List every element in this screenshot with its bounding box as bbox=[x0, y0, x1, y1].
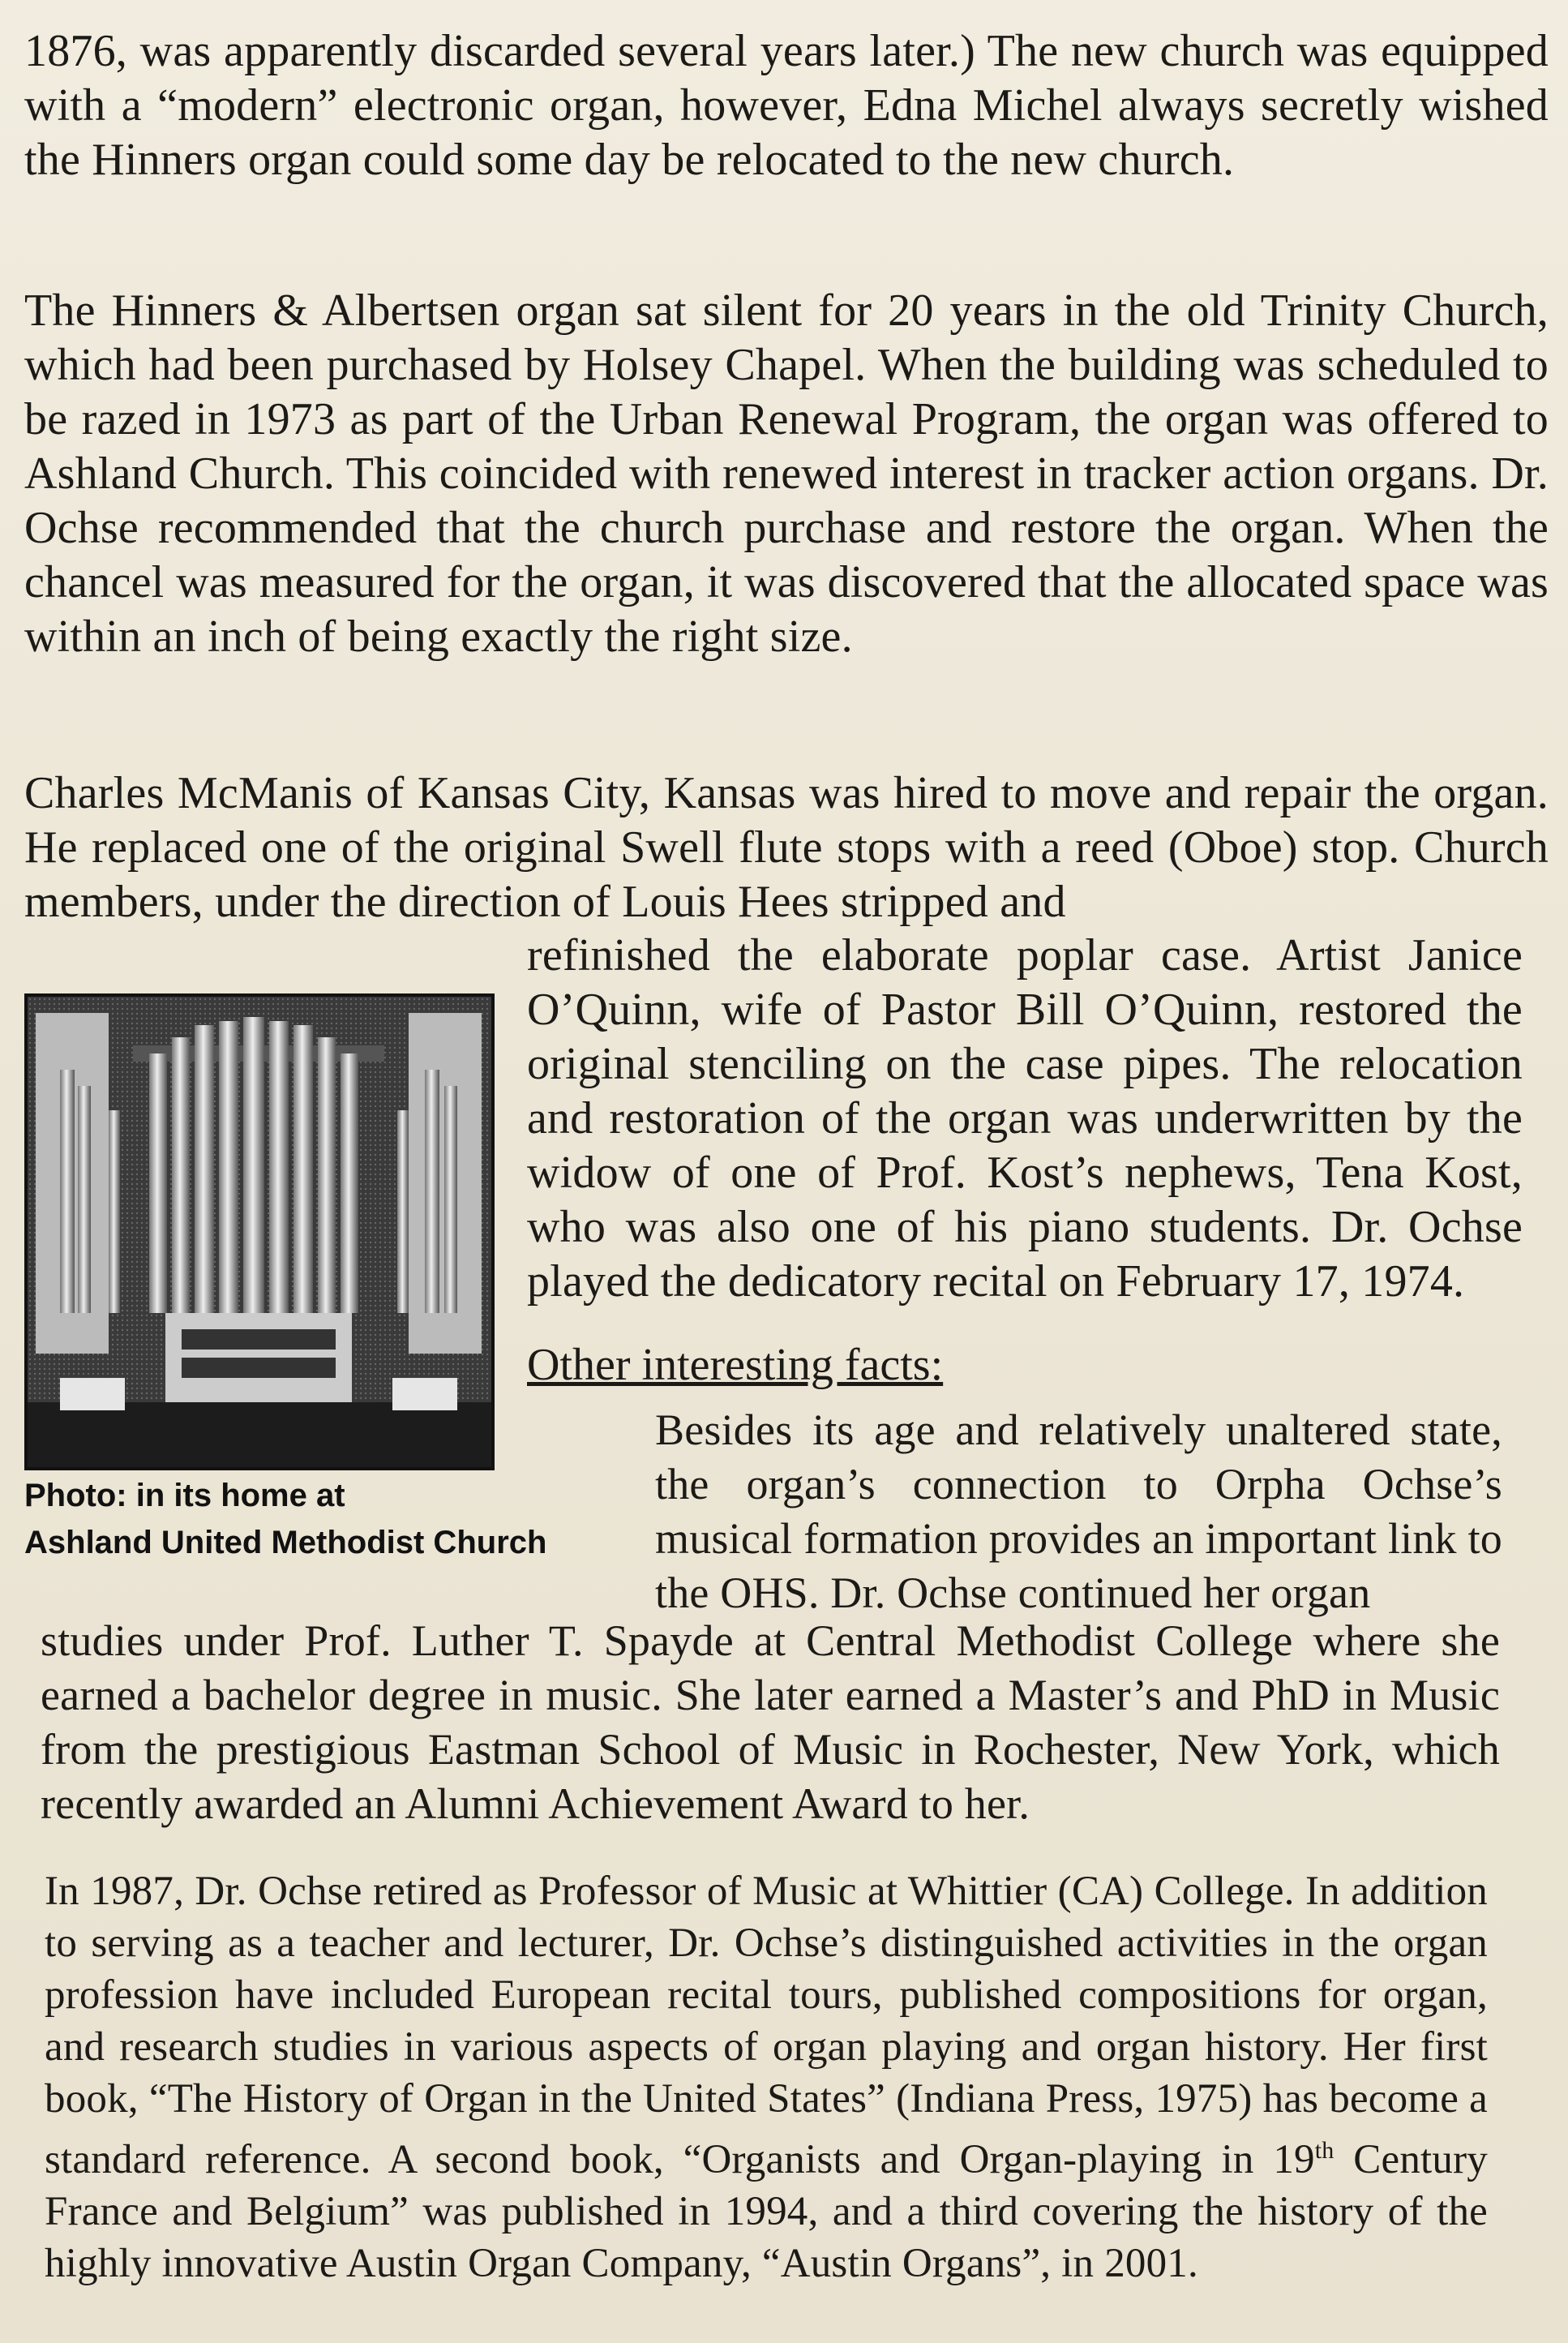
caption-line-2: Ashland United Methodist Church bbox=[24, 1525, 547, 1560]
organ-photo bbox=[24, 993, 495, 1470]
paragraph-5-part-a: In 1987, Dr. Ochse retired as Professor of Music at Whittier (CA) College. In addition to serving as a teacher and lecturer, Dr. Ochse’s distinguished activities in the organ profession have included European recital tours, published compositions for organ, and research studies in various aspects of organ playing and organ history. Her first book, “The History of Organ in the United States” (Indiana Press, 1975) has become a standard reference. A second book, “Organists and Organ-playing in 19 bbox=[45, 1869, 1488, 2182]
organ-pipes-image bbox=[28, 997, 491, 1467]
superscript-th: th bbox=[1314, 2137, 1335, 2164]
paragraph-5 bbox=[45, 1865, 1488, 2289]
caption-line-1: Photo: in its home at bbox=[24, 1478, 345, 1513]
paragraph-4-side: Besides its age and relatively unaltered state, the organ’s connection to Orpha Ochse’s musical formation provides an important link to the OHS. Dr. Ochse continued her organ bbox=[655, 1405, 1502, 1617]
paragraph-3-top: Charles McManis of Kansas City, Kansas was hired to move and repair the organ. He replaced one of the original Swell flute stops with a reed (Oboe) stop. Church members, under the direction of Louis Hees stripped and bbox=[24, 768, 1549, 927]
paragraph-1: 1876, was apparently discarded several years later.) The new church was equipped with a “modern” electronic organ, however, Edna Michel always secretly wished the Hinners organ could some day be relocated to the new church. bbox=[24, 26, 1549, 185]
other-facts-heading: Other interesting facts: bbox=[527, 1340, 944, 1390]
photo-figure bbox=[24, 993, 547, 1566]
paragraph-4-full: studies under Prof. Luther T. Spayde at Central Methodist College where she earned a bachelor degree in music. She later earned a Master’s and PhD in Music from the prestigious Eastman School of Music in Rochester, New York, which recently awarded an Alumni Achievement Award to her. bbox=[41, 1616, 1500, 1828]
photo-caption bbox=[24, 1472, 547, 1566]
paragraph-5-part-b: Century France and Belgium” was published in 1994, and a third covering the history of the highly innovative Austin Organ Company, “Austin Organs”, in 2001. bbox=[45, 2137, 1488, 2286]
paragraph-3-side: refinished the elaborate poplar case. Artist Janice O’Quinn, wife of Pastor Bill O’Quinn, restored the original stenciling on the case pipes. The relocation and restoration of the organ was underwritten by the widow of one of Prof. Kost’s nephews, Tena Kost, who was also one of his piano students. Dr. Ochse played the dedicatory recital on February 17, 1974. bbox=[527, 930, 1523, 1307]
paragraph-2: The Hinners & Albertsen organ sat silent for 20 years in the old Trinity Church, which had been purchased by Holsey Chapel. When the building was scheduled to be razed in 1973 as part of the Urban Renewal Program, the organ was offered to Ashland Church. This coincided with renewed interest in tracker action organs. Dr. Ochse recommended that the church purchase and restore the organ. When the chancel was measured for the organ, it was discovered that the allocated space was within an inch of being exactly the right size. bbox=[24, 285, 1549, 662]
